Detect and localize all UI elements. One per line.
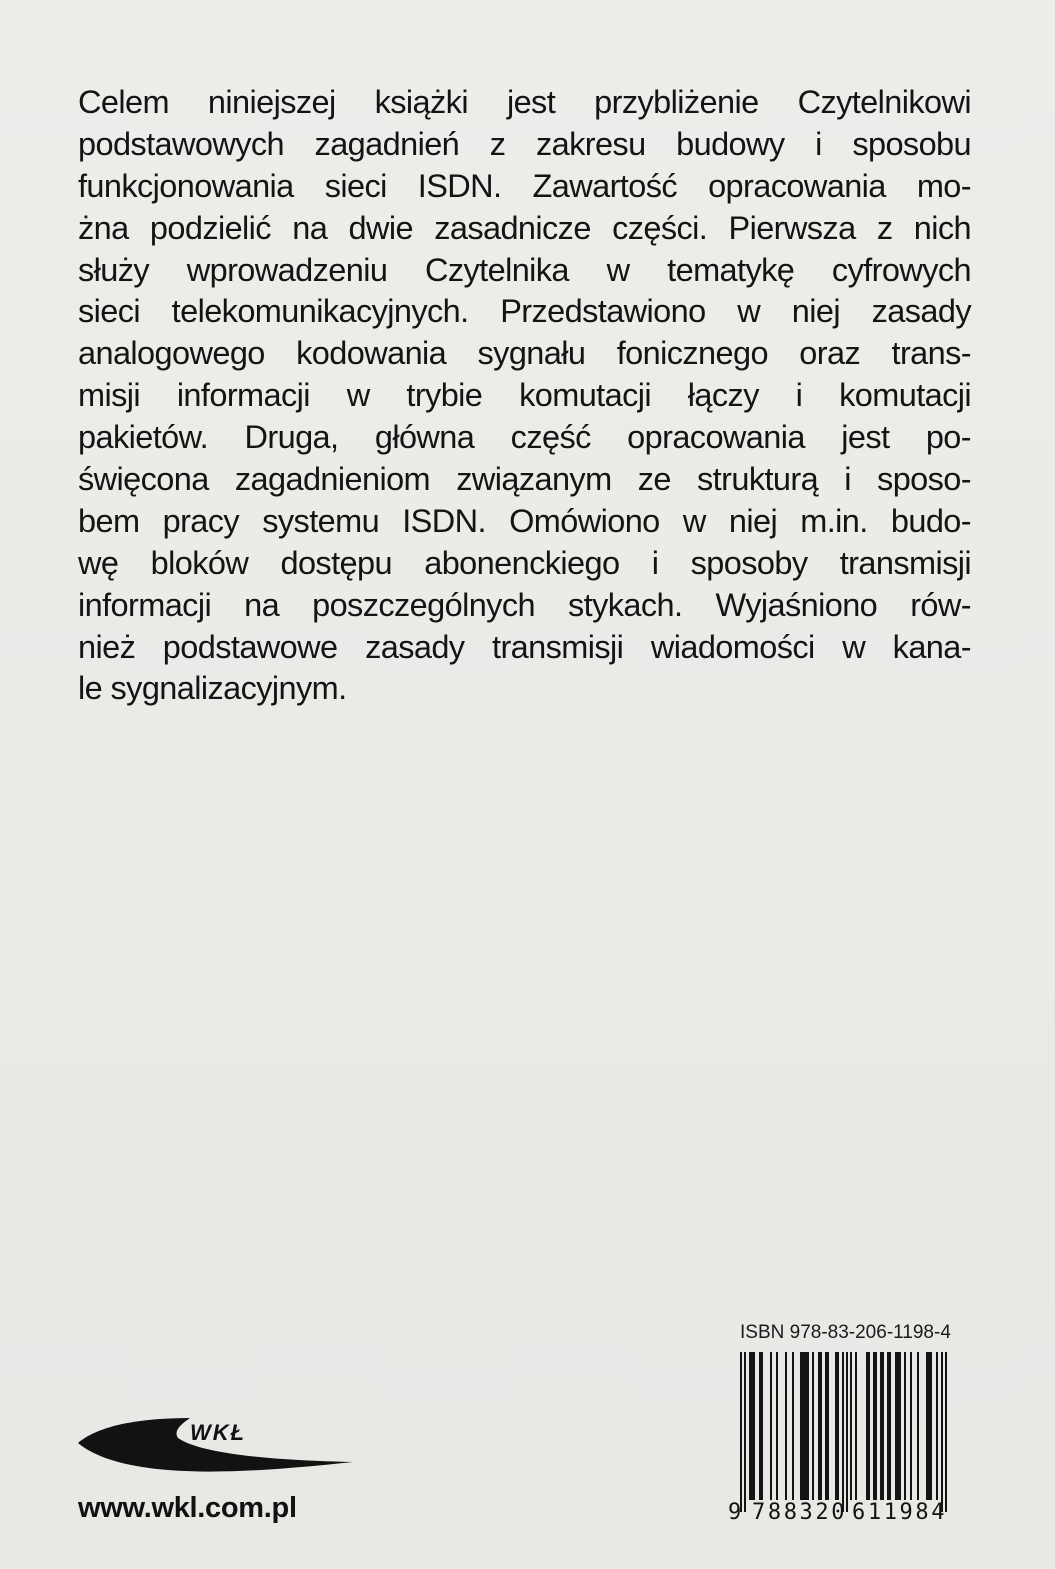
barcode-left-digits: 788320 <box>752 1500 848 1525</box>
logo-text: WKŁ <box>190 1420 247 1445</box>
barcode-digits <box>728 1500 958 1530</box>
barcode-lead-digit: 9 <box>728 1500 742 1525</box>
barcode-right-digits: 611984 <box>852 1500 948 1525</box>
wkl-swoosh-logo-icon <box>78 1410 353 1480</box>
description-line: wę bloków dostępu abonenckiego i sposoby transmisji <box>78 544 971 581</box>
isbn-label: ISBN 978-83-206-1198-4 <box>740 1322 951 1343</box>
publisher-website-link[interactable]: www.wkl.com.pl <box>78 1492 297 1524</box>
description-line: misji informacji w trybie komutacji łączy i komutacji <box>78 377 971 414</box>
description-line: funkcjonowania sieci ISDN. Zawartość opracowania mo- <box>78 167 971 204</box>
description-line: podstawowych zagadnień z zakresu budowy i sposobu <box>78 125 971 162</box>
description-line: nież podstawowe zasady transmisji wiadomości w kana- <box>78 628 971 665</box>
book-description <box>78 82 971 710</box>
description-line: żna podzielić na dwie zasadnicze części. Pierwsza z nich <box>78 209 971 246</box>
description-line: bem pracy systemu ISDN. Omówiono w niej m.in. budo- <box>78 502 971 539</box>
description-line: sieci telekomunikacyjnych. Przedstawiono w niej zasady <box>78 293 971 330</box>
barcode-icon <box>740 1352 952 1512</box>
description-line: le sygnalizacyjnym. <box>78 670 347 707</box>
description-line: święcona zagadnieniom związanym ze strukturą i sposo- <box>78 461 971 498</box>
description-line: pakietów. Druga, główna część opracowania jest po- <box>78 419 971 456</box>
description-line: służy wprowadzeniu Czytelnika w tematykę cyfrowych <box>78 251 971 288</box>
description-line: informacji na poszczególnych stykach. Wyjaśniono rów- <box>78 586 971 623</box>
description-line: Celem niniejszej książki jest przybliżenie Czytelnikowi <box>78 84 971 120</box>
description-line: analogowego kodowania sygnału fonicznego oraz trans- <box>78 335 971 372</box>
